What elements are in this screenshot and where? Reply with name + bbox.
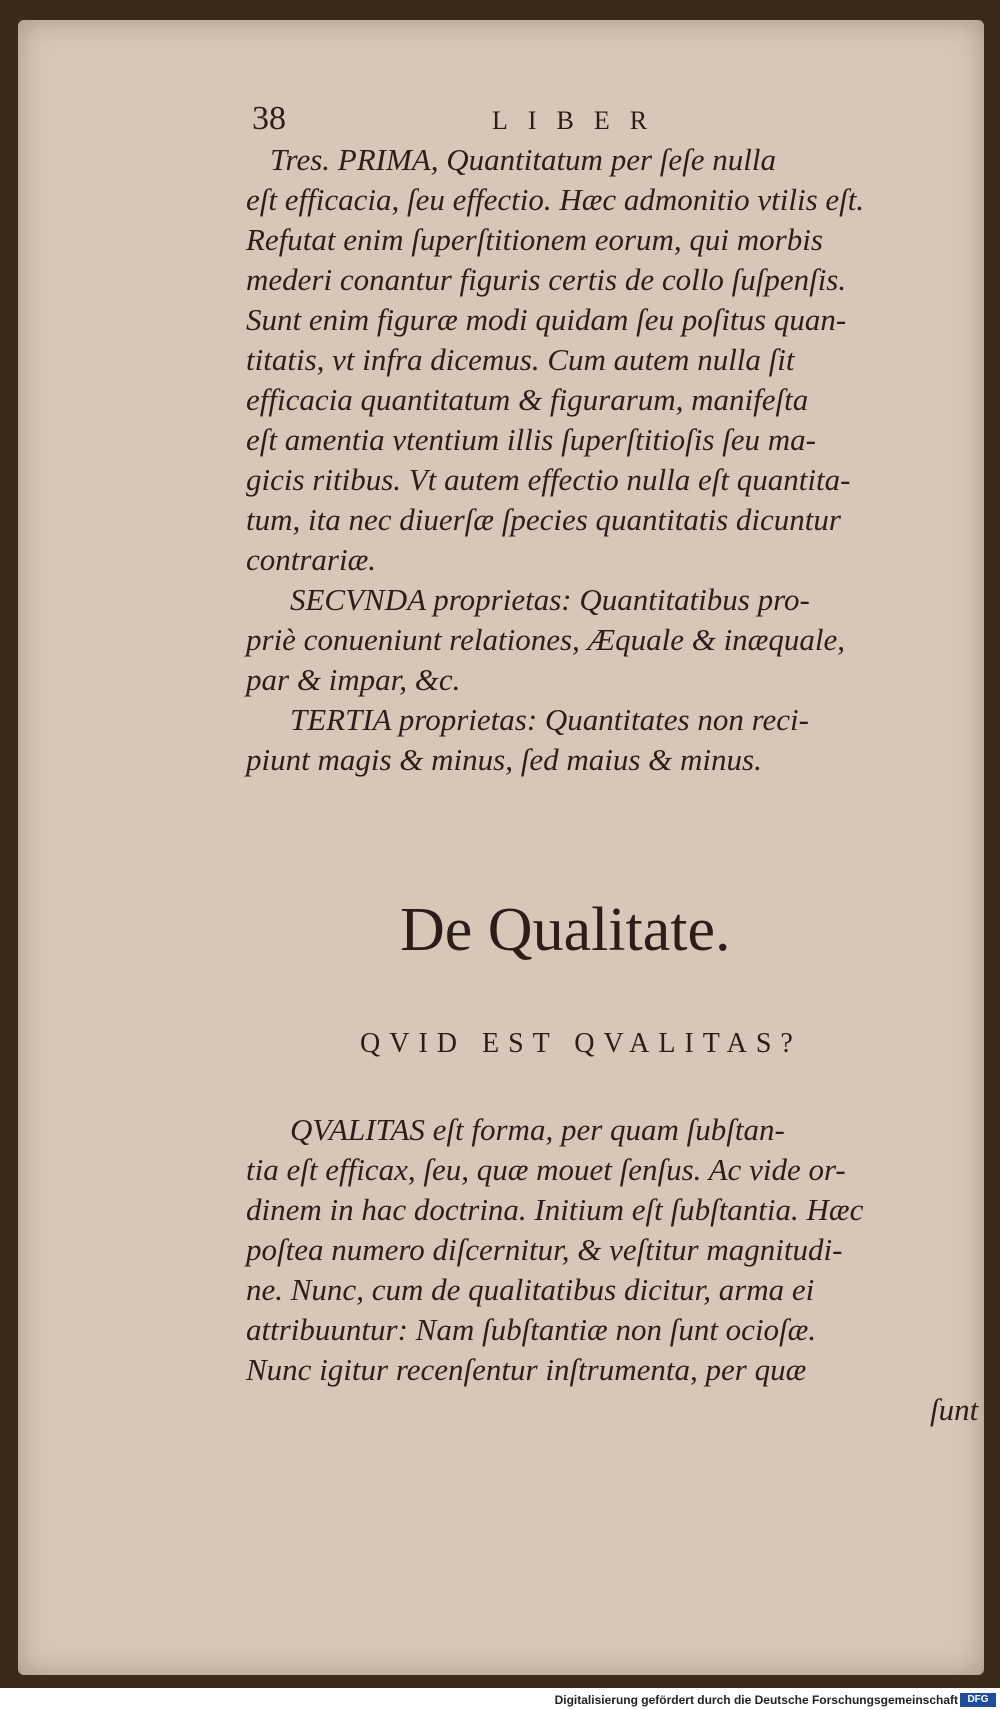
text-line: Sunt enim figuræ modi quidam ſeu poſitus quan- <box>246 302 847 337</box>
page-number: 38 <box>252 100 286 137</box>
text-line: contrariæ. <box>246 542 377 577</box>
text-line: QVALITAS eſt forma, per quam ſubſtan- <box>290 1112 785 1147</box>
dfg-logo: DFG <box>960 1693 996 1707</box>
section-heading: De Qualitate. <box>400 896 731 964</box>
catchword: ſunt <box>930 1392 979 1427</box>
section-subheading: QVID EST QVALITAS? <box>360 1028 802 1059</box>
text-line: titatis, vt infra dicemus. Cum autem nulla ſit <box>246 342 795 377</box>
text-line: gicis ritibus. Vt autem effectio nulla eſt quantita- <box>246 462 851 497</box>
text-line: eſt efficacia, ſeu effectio. Hæc admonitio vtilis eſt. <box>246 182 865 217</box>
text-line: dinem in hac doctrina. Initium eſt ſubſtantia. Hæc <box>246 1192 864 1227</box>
text-line: ne. Nunc, cum de qualitatibus dicitur, arma ei <box>246 1272 815 1307</box>
text-line: tia eſt efficax, ſeu, quæ mouet ſenſus. Ac vide or- <box>246 1152 846 1187</box>
text-line: piunt magis & minus, ſed maius & minus. <box>246 742 762 777</box>
text-line: par & impar, &c. <box>246 662 461 697</box>
text-line: tum, ita nec diuerſæ ſpecies quantitatis dicuntur <box>246 502 841 537</box>
running-head <box>252 100 732 140</box>
text-line: attribuuntur: Nam ſubſtantiæ non ſunt ocioſæ. <box>246 1312 817 1347</box>
text-line: SECVNDA proprietas: Quantitatibus pro- <box>290 582 810 617</box>
text-line: priè conueniunt relationes, Æquale & inæquale, <box>246 622 845 657</box>
digitization-footer <box>0 1690 1000 1710</box>
text-line: poſtea numero diſcernitur, & veſtitur magnitudi- <box>246 1232 843 1267</box>
text-line: Tres. PRIMA, Quantitatum per ſeſe nulla <box>270 142 776 177</box>
text-line: mederi conantur figuris certis de collo ſuſpenſis. <box>246 262 847 297</box>
text-line: Nunc igitur recenſentur inſtrumenta, per quæ <box>246 1352 807 1387</box>
running-title: LIBER <box>492 106 668 135</box>
footer-credit: Digitalisierung gefördert durch die Deutsche Forschungsgemeinschaft <box>554 1693 958 1707</box>
text-line: eſt amentia vtentium illis ſuperſtitioſis ſeu ma- <box>246 422 816 457</box>
text-line: TERTIA proprietas: Quantitates non reci- <box>290 702 809 737</box>
text-line: Refutat enim ſuperſtitionem eorum, qui morbis <box>246 222 823 257</box>
text-line: efficacia quantitatum & figurarum, manifeſta <box>246 382 809 417</box>
